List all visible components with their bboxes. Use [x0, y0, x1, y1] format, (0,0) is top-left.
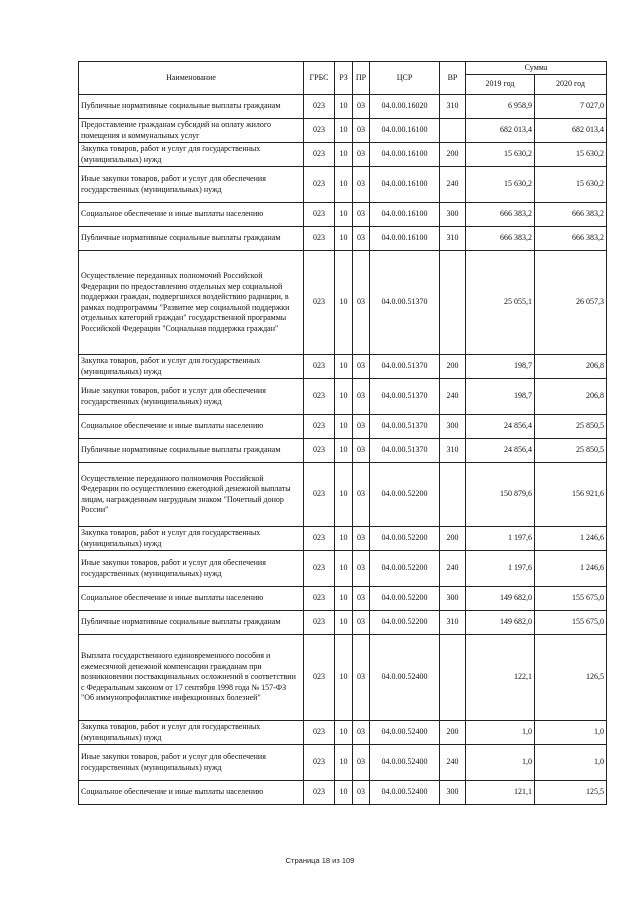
row-grbs: 023 — [304, 527, 335, 551]
row-csr: 04.0.00.52200 — [370, 611, 440, 635]
table-row — [79, 439, 607, 463]
row-grbs: 023 — [304, 745, 335, 781]
row-vr: 300 — [440, 203, 466, 227]
row-value-2020: 666 383,2 — [535, 203, 607, 227]
header-pr: ПР — [353, 62, 370, 95]
row-pr: 03 — [353, 721, 370, 745]
table-row — [79, 587, 607, 611]
row-csr: 04.0.00.52200 — [370, 463, 440, 527]
row-value-2020: 155 675,0 — [535, 611, 607, 635]
row-rz: 10 — [335, 227, 353, 251]
row-grbs: 023 — [304, 251, 335, 355]
row-rz: 10 — [335, 551, 353, 587]
row-value-2020: 15 630,2 — [535, 167, 607, 203]
row-value-2020: 1,0 — [535, 745, 607, 781]
table-row — [79, 95, 607, 119]
row-csr: 04.0.00.52200 — [370, 527, 440, 551]
row-name: Осуществление переданного полномочия Российской Федерации по осуществлению ежегодной денежной выплаты лицам, награжденным нагрудным знаком "Почетный донор России" — [79, 463, 304, 527]
row-csr: 04.0.00.52200 — [370, 551, 440, 587]
row-rz: 10 — [335, 611, 353, 635]
row-rz: 10 — [335, 439, 353, 463]
row-name: Осуществление переданных полномочий Российской Федерации по предоставлению отдельных мер социальной поддержки граждан, подвергшихся воздействию радиации, в рамках подпрограммы "Развитие мер социальной поддержки отдельных категорий граждан" государственной программы Российской Федерации "Социальная поддержка граждан" — [79, 251, 304, 355]
row-vr — [440, 635, 466, 721]
table-row — [79, 611, 607, 635]
row-value-2020: 7 027,0 — [535, 95, 607, 119]
row-name: Предоставление гражданам субсидий на оплату жилого помещения и коммунальных услуг — [79, 119, 304, 143]
header-year-2020: 2020 год — [535, 75, 607, 95]
row-csr: 04.0.00.51370 — [370, 355, 440, 379]
row-csr: 04.0.00.52400 — [370, 721, 440, 745]
table-row — [79, 415, 607, 439]
row-value-2020: 25 850,5 — [535, 439, 607, 463]
budget-table — [78, 61, 607, 805]
row-grbs: 023 — [304, 119, 335, 143]
row-name: Публичные нормативные социальные выплаты гражданам — [79, 439, 304, 463]
row-csr: 04.0.00.16100 — [370, 203, 440, 227]
row-value-2019: 24 856,4 — [466, 415, 535, 439]
row-csr: 04.0.00.16100 — [370, 227, 440, 251]
row-name: Закупка товаров, работ и услуг для государственных (муниципальных) нужд — [79, 527, 304, 551]
table-row — [79, 781, 607, 805]
table-row — [79, 203, 607, 227]
row-grbs: 023 — [304, 227, 335, 251]
row-grbs: 023 — [304, 355, 335, 379]
row-vr: 240 — [440, 551, 466, 587]
row-name: Выплата государственного единовременного пособия и ежемесячной денежной компенсации гражданам при возникновении поствакцинальных осложнений в соответствии с Федеральным законом от 17 сентября 1998 года № 157-ФЗ "Об иммунопрофилактике инфекционных болезней" — [79, 635, 304, 721]
row-value-2019: 149 682,0 — [466, 611, 535, 635]
row-value-2020: 25 850,5 — [535, 415, 607, 439]
row-value-2019: 15 630,2 — [466, 167, 535, 203]
row-rz: 10 — [335, 95, 353, 119]
table-row — [79, 463, 607, 527]
row-vr: 240 — [440, 167, 466, 203]
row-rz: 10 — [335, 781, 353, 805]
row-name: Социальное обеспечение и иные выплаты населению — [79, 781, 304, 805]
row-rz: 10 — [335, 415, 353, 439]
row-vr: 200 — [440, 143, 466, 167]
row-value-2020: 155 675,0 — [535, 587, 607, 611]
row-csr: 04.0.00.52400 — [370, 781, 440, 805]
row-value-2020: 156 921,6 — [535, 463, 607, 527]
row-name: Закупка товаров, работ и услуг для государственных (муниципальных) нужд — [79, 143, 304, 167]
row-vr: 310 — [440, 95, 466, 119]
row-vr: 200 — [440, 721, 466, 745]
row-vr: 300 — [440, 587, 466, 611]
row-name: Социальное обеспечение и иные выплаты населению — [79, 415, 304, 439]
row-csr: 04.0.00.52200 — [370, 587, 440, 611]
row-grbs: 023 — [304, 379, 335, 415]
table-row — [79, 167, 607, 203]
row-name: Иные закупки товаров, работ и услуг для обеспечения государственных (муниципальных) нужд — [79, 379, 304, 415]
row-pr: 03 — [353, 251, 370, 355]
row-value-2019: 149 682,0 — [466, 587, 535, 611]
row-value-2019: 6 958,9 — [466, 95, 535, 119]
row-vr: 240 — [440, 745, 466, 781]
row-vr — [440, 251, 466, 355]
row-value-2020: 125,5 — [535, 781, 607, 805]
row-pr: 03 — [353, 143, 370, 167]
row-value-2020: 206,8 — [535, 355, 607, 379]
row-vr — [440, 463, 466, 527]
row-csr: 04.0.00.16100 — [370, 143, 440, 167]
row-rz: 10 — [335, 721, 353, 745]
row-grbs: 023 — [304, 551, 335, 587]
row-csr: 04.0.00.51370 — [370, 415, 440, 439]
row-grbs: 023 — [304, 781, 335, 805]
row-name: Иные закупки товаров, работ и услуг для обеспечения государственных (муниципальных) нужд — [79, 745, 304, 781]
row-value-2019: 198,7 — [466, 355, 535, 379]
row-name: Публичные нормативные социальные выплаты гражданам — [79, 611, 304, 635]
row-value-2020: 666 383,2 — [535, 227, 607, 251]
row-rz: 10 — [335, 167, 353, 203]
row-pr: 03 — [353, 227, 370, 251]
row-grbs: 023 — [304, 439, 335, 463]
row-value-2019: 150 879,6 — [466, 463, 535, 527]
table-row — [79, 227, 607, 251]
header-name: Наименование — [79, 62, 304, 95]
row-grbs: 023 — [304, 203, 335, 227]
row-csr: 04.0.00.51370 — [370, 379, 440, 415]
row-vr: 200 — [440, 527, 466, 551]
row-csr: 04.0.00.16100 — [370, 167, 440, 203]
row-vr: 240 — [440, 379, 466, 415]
row-pr: 03 — [353, 463, 370, 527]
row-grbs: 023 — [304, 167, 335, 203]
row-vr: 200 — [440, 355, 466, 379]
table-row — [79, 635, 607, 721]
row-grbs: 023 — [304, 721, 335, 745]
row-value-2020: 1 246,6 — [535, 551, 607, 587]
row-value-2019: 198,7 — [466, 379, 535, 415]
header-year-2019: 2019 год — [466, 75, 535, 95]
row-pr: 03 — [353, 95, 370, 119]
row-pr: 03 — [353, 551, 370, 587]
row-grbs: 023 — [304, 635, 335, 721]
row-name: Иные закупки товаров, работ и услуг для обеспечения государственных (муниципальных) нужд — [79, 551, 304, 587]
row-rz: 10 — [335, 203, 353, 227]
row-rz: 10 — [335, 143, 353, 167]
row-rz: 10 — [335, 379, 353, 415]
row-value-2019: 122,1 — [466, 635, 535, 721]
row-vr — [440, 119, 466, 143]
header-csr: ЦСР — [370, 62, 440, 95]
row-pr: 03 — [353, 587, 370, 611]
row-value-2019: 25 055,1 — [466, 251, 535, 355]
row-csr: 04.0.00.51370 — [370, 439, 440, 463]
row-value-2020: 126,5 — [535, 635, 607, 721]
row-pr: 03 — [353, 527, 370, 551]
header-grbs: ГРБС — [304, 62, 335, 95]
table-row — [79, 143, 607, 167]
row-rz: 10 — [335, 463, 353, 527]
row-grbs: 023 — [304, 463, 335, 527]
row-value-2019: 1,0 — [466, 721, 535, 745]
row-value-2019: 24 856,4 — [466, 439, 535, 463]
row-csr: 04.0.00.52400 — [370, 635, 440, 721]
row-rz: 10 — [335, 745, 353, 781]
row-pr: 03 — [353, 781, 370, 805]
row-csr: 04.0.00.16020 — [370, 95, 440, 119]
table-row — [79, 745, 607, 781]
row-value-2019: 1 197,6 — [466, 551, 535, 587]
row-value-2020: 26 057,3 — [535, 251, 607, 355]
row-value-2020: 682 013,4 — [535, 119, 607, 143]
table-row — [79, 379, 607, 415]
row-value-2020: 15 630,2 — [535, 143, 607, 167]
row-vr: 310 — [440, 611, 466, 635]
row-vr: 300 — [440, 781, 466, 805]
row-rz: 10 — [335, 527, 353, 551]
table-row — [79, 551, 607, 587]
row-csr: 04.0.00.16100 — [370, 119, 440, 143]
row-value-2019: 682 013,4 — [466, 119, 535, 143]
row-grbs: 023 — [304, 415, 335, 439]
row-grbs: 023 — [304, 587, 335, 611]
table-row — [79, 527, 607, 551]
row-grbs: 023 — [304, 95, 335, 119]
row-pr: 03 — [353, 439, 370, 463]
row-csr: 04.0.00.51370 — [370, 251, 440, 355]
row-name: Закупка товаров, работ и услуг для государственных (муниципальных) нужд — [79, 355, 304, 379]
row-rz: 10 — [335, 355, 353, 379]
row-grbs: 023 — [304, 143, 335, 167]
row-pr: 03 — [353, 611, 370, 635]
table-body — [79, 95, 607, 805]
row-name: Иные закупки товаров, работ и услуг для обеспечения государственных (муниципальных) нужд — [79, 167, 304, 203]
row-csr: 04.0.00.52400 — [370, 745, 440, 781]
row-grbs: 023 — [304, 611, 335, 635]
row-vr: 300 — [440, 415, 466, 439]
table-row — [79, 119, 607, 143]
budget-table-container — [78, 61, 606, 805]
table-row — [79, 721, 607, 745]
row-rz: 10 — [335, 251, 353, 355]
row-pr: 03 — [353, 119, 370, 143]
row-rz: 10 — [335, 635, 353, 721]
header-rz: РЗ — [335, 62, 353, 95]
row-rz: 10 — [335, 119, 353, 143]
row-pr: 03 — [353, 415, 370, 439]
row-vr: 310 — [440, 227, 466, 251]
table-row — [79, 251, 607, 355]
row-value-2019: 1 197,6 — [466, 527, 535, 551]
row-value-2019: 666 383,2 — [466, 227, 535, 251]
row-pr: 03 — [353, 203, 370, 227]
row-name: Закупка товаров, работ и услуг для государственных (муниципальных) нужд — [79, 721, 304, 745]
row-value-2020: 1,0 — [535, 721, 607, 745]
row-name: Социальное обеспечение и иные выплаты населению — [79, 203, 304, 227]
row-pr: 03 — [353, 167, 370, 203]
header-vr: ВР — [440, 62, 466, 95]
row-value-2019: 1,0 — [466, 745, 535, 781]
row-vr: 310 — [440, 439, 466, 463]
row-name: Публичные нормативные социальные выплаты гражданам — [79, 227, 304, 251]
row-value-2020: 206,8 — [535, 379, 607, 415]
row-name: Публичные нормативные социальные выплаты гражданам — [79, 95, 304, 119]
row-value-2019: 15 630,2 — [466, 143, 535, 167]
row-pr: 03 — [353, 379, 370, 415]
row-rz: 10 — [335, 587, 353, 611]
row-pr: 03 — [353, 745, 370, 781]
page-footer: Страница 18 из 109 — [285, 856, 355, 865]
header-sum: Сумма — [466, 62, 607, 75]
row-name: Социальное обеспечение и иные выплаты населению — [79, 587, 304, 611]
table-row — [79, 355, 607, 379]
row-pr: 03 — [353, 355, 370, 379]
row-pr: 03 — [353, 635, 370, 721]
row-value-2019: 121,1 — [466, 781, 535, 805]
row-value-2020: 1 246,6 — [535, 527, 607, 551]
row-value-2019: 666 383,2 — [466, 203, 535, 227]
